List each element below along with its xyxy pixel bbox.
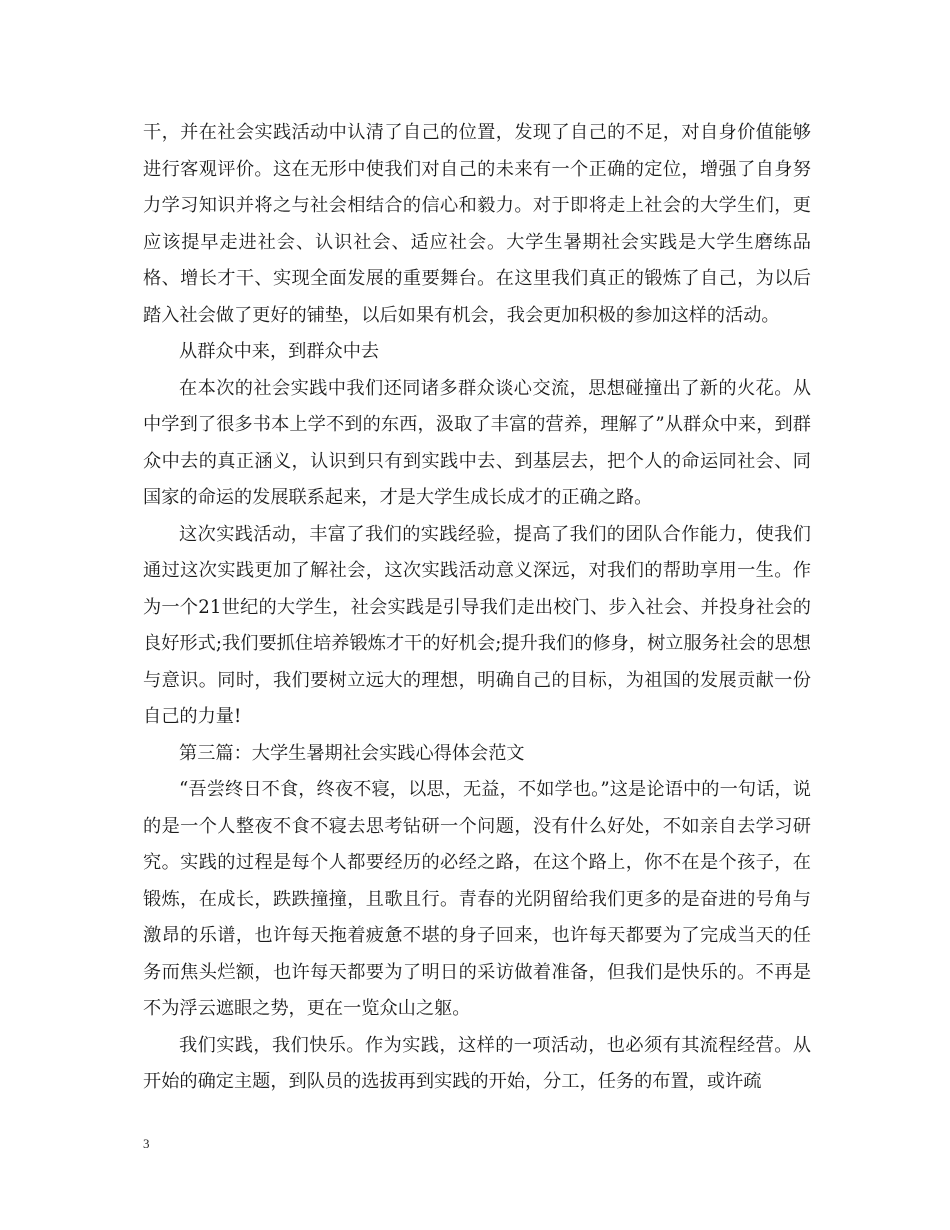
paragraph: 这次实践活动，丰富了我们的实践经验，提高了我们的团队合作能力，使我们通过这次实践更加了解社会，这次实践活动意义深远，对我们的帮助享用一生。作为一个21世纪的大学生，社会实践是引导我们走出校门、步入社会、并投身社会的良好形式;我们要抓住培养锻炼才干的好机会;提升我们的修身，树立服务社会的思想与意识。同时，我们要树立远大的理想，明确自己的目标，为祖国的发展贡献一份自己的力量! [143, 523, 811, 727]
paragraph: “吾尝终日不食，终夜不寝，以思，无益，不如学也。”这是论语中的一句话，说的是一个人整夜不食不寝去思考钻研一个问题，没有什么好处，不如亲自去学习研究。实践的过程是每个人都要经历的必经之路，在这个路上，你不在是个孩子，在锻炼，在成长，跌跌撞撞，且歌且行。青春的光阴留给我们更多的是奋进的号角与激昂的乐谱，也许每天拖着疲惫不堪的身子回来，也许每天都要为了完成当天的任务而焦头烂额，也许每天都要为了明日的采访做着准备，但我们是快乐的。不再是不为浮云遮眼之势，更在一览众山之躯。 [143, 779, 811, 1019]
paragraph: 在本次的社会实践中我们还同诸多群众谈心交流，思想碰撞出了新的火花。从中学到了很多书本上学不到的东西，汲取了丰富的营养，理解了”从群众中来，到群众中去的真正涵义，认识到只有到实践中去、到基层去，把个人的命运同社会、同国家的命运的发展联系起来，才是大学生成长成才的正确之路。 [143, 377, 811, 508]
section-heading: 从群众中来，到群众中去 [179, 341, 380, 362]
article-title: 第三篇：大学生暑期社会实践心得体会范文 [179, 742, 525, 764]
document-body [143, 115, 811, 1101]
paragraph: 我们实践，我们快乐。作为实践，这样的一项活动，也必须有其流程经营。从开始的确定主题，到队员的选拔再到实践的开始，分工，任务的布置，或许疏 [143, 1034, 811, 1092]
paragraph-continuation: 干，并在社会实践活动中认清了自己的位置，发现了自己的不足，对自身价值能够进行客观评价。这在无形中使我们对自己的未来有一个正确的定位，增强了自身努力学习知识并将之与社会相结合的信心和毅力。对于即将走上社会的大学生们，更应该提早走进社会、认识社会、适应社会。大学生暑期社会实践是大学生磨练品格、增长才干、实现全面发展的重要舞台。在这里我们真正的锻炼了自己，为以后踏入社会做了更好的铺垫，以后如果有机会，我会更加积极的参加这样的活动。 [143, 122, 811, 326]
page-number: 3 [143, 1136, 150, 1151]
